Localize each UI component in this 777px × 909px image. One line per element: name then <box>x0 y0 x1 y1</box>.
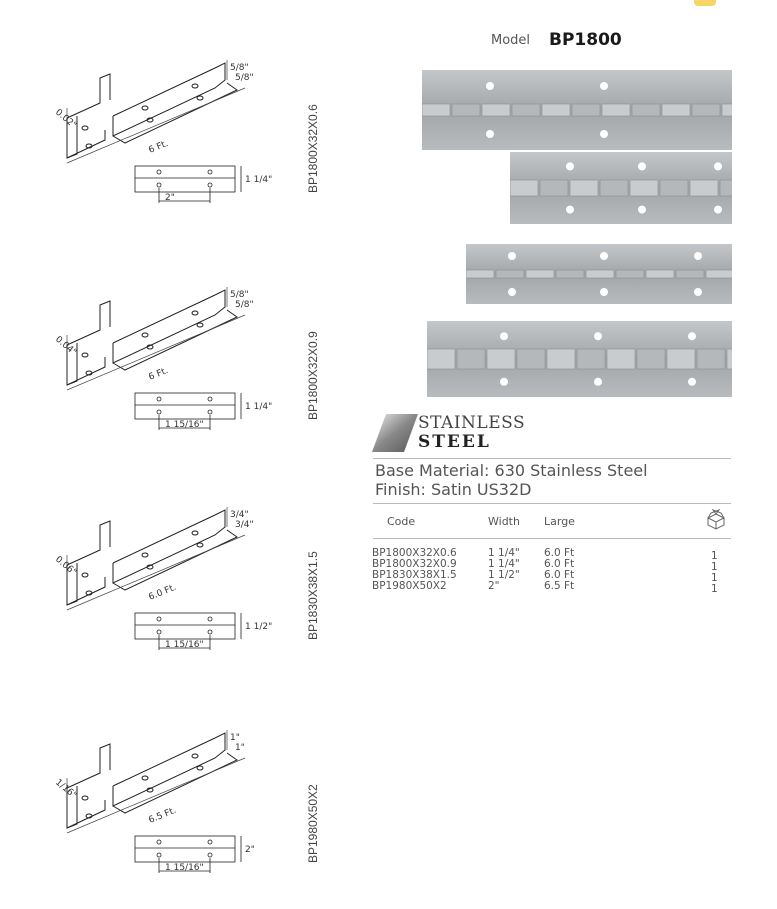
svg-text:6.0 Ft.: 6.0 Ft. <box>147 582 178 603</box>
drawing-code: BP1800X32X0.6 <box>306 104 320 193</box>
svg-text:1/16": 1/16" <box>55 777 79 801</box>
hinge-photo <box>422 70 732 150</box>
hinge-drawing <box>55 285 285 445</box>
col-header-code: Code <box>387 515 416 528</box>
svg-text:5/8": 5/8" <box>230 63 249 73</box>
cell-qty: 1 <box>711 561 718 573</box>
box-icon <box>706 508 726 530</box>
svg-text:6.5 Ft.: 6.5 Ft. <box>147 805 178 826</box>
cell-width: 2" <box>488 580 500 592</box>
cell-width: 1 1/4" <box>488 558 520 570</box>
svg-text:6 Ft.: 6 Ft. <box>147 138 170 156</box>
material-info <box>375 461 648 499</box>
col-header-large: Large <box>544 515 575 528</box>
cell-code: BP1800X32X0.6 <box>372 547 457 559</box>
hinge-drawing <box>55 58 285 218</box>
svg-text:1": 1" <box>230 733 240 743</box>
divider <box>373 458 731 459</box>
stainless-steel-logo <box>372 414 532 454</box>
svg-text:1 15/16": 1 15/16" <box>165 863 204 873</box>
hinge-photo <box>510 152 732 224</box>
svg-text:0.02": 0.02" <box>55 107 79 131</box>
cell-width: 1 1/2" <box>488 569 520 581</box>
drawing-code: BP1980X50X2 <box>306 784 320 863</box>
drawing-code: BP1830X38X1.5 <box>306 551 320 640</box>
cell-large: 6.0 Ft <box>544 558 575 570</box>
svg-text:2": 2" <box>245 845 255 855</box>
svg-text:3/4": 3/4" <box>235 520 254 530</box>
svg-text:0.06": 0.06" <box>55 554 79 578</box>
svg-text:5/8": 5/8" <box>235 300 254 310</box>
svg-text:0.04": 0.04" <box>55 334 79 358</box>
steel-stripe-icon <box>372 414 418 454</box>
svg-text:5/8": 5/8" <box>235 73 254 83</box>
logo-line-1: STAINLESS <box>418 413 526 433</box>
model-label: Model <box>491 33 531 48</box>
svg-text:1 15/16": 1 15/16" <box>165 640 204 650</box>
cell-qty: 1 <box>711 583 718 595</box>
logo-line-2: STEEL <box>418 432 491 452</box>
hinge-drawing <box>55 505 285 665</box>
col-header-width: Width <box>488 515 520 528</box>
cell-large: 6.0 Ft <box>544 547 575 559</box>
cell-width: 1 1/4" <box>488 547 520 559</box>
model-value: BP1800 <box>549 30 622 50</box>
table-divider <box>373 538 731 539</box>
cell-qty: 1 <box>711 572 718 584</box>
cell-code: BP1830X38X1.5 <box>372 569 457 581</box>
hinge-photo <box>466 244 732 304</box>
cell-code: BP1800X32X0.9 <box>372 558 457 570</box>
svg-text:1 1/2": 1 1/2" <box>245 622 273 632</box>
svg-text:2": 2" <box>165 193 175 203</box>
hinge-photo <box>427 321 732 397</box>
svg-text:1 15/16": 1 15/16" <box>165 420 204 430</box>
svg-text:1 1/4": 1 1/4" <box>245 175 273 185</box>
svg-text:3/4": 3/4" <box>230 510 249 520</box>
cell-large: 6.0 Ft <box>544 569 575 581</box>
base-material: Base Material: 630 Stainless Steel <box>375 461 648 480</box>
divider <box>373 503 731 504</box>
drawing-code: BP1800X32X0.9 <box>306 331 320 420</box>
hinge-drawing <box>55 728 285 888</box>
cell-large: 6.5 Ft <box>544 580 575 592</box>
finish: Finish: Satin US32D <box>375 480 532 499</box>
svg-text:1": 1" <box>235 743 245 753</box>
corner-tab <box>694 0 716 6</box>
svg-text:1 1/4": 1 1/4" <box>245 402 273 412</box>
cell-qty: 1 <box>711 550 718 562</box>
svg-text:5/8": 5/8" <box>230 290 249 300</box>
svg-text:6 Ft.: 6 Ft. <box>147 365 170 383</box>
cell-code: BP1980X50X2 <box>372 580 447 592</box>
